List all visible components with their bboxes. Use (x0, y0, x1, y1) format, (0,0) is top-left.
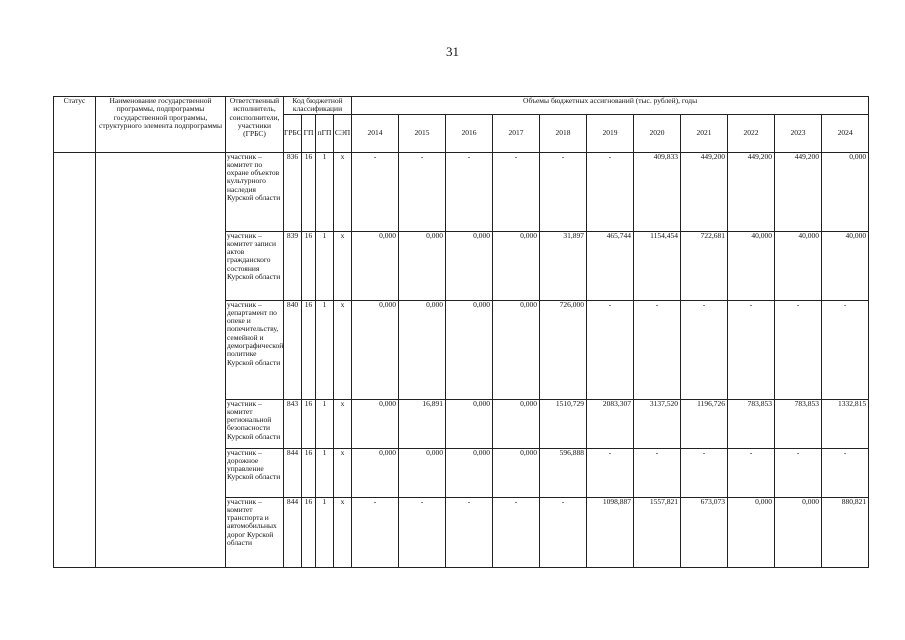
value-cell: - (822, 448, 869, 497)
value-cell: 16,891 (399, 399, 446, 448)
value-cell: 0,000 (822, 152, 869, 231)
value-cell: - (399, 152, 446, 231)
code-cell: 16 (302, 448, 316, 497)
value-cell: 783,853 (728, 399, 775, 448)
value-cell: 449,200 (728, 152, 775, 231)
value-cell: - (681, 448, 728, 497)
code-cell: 16 (302, 497, 316, 567)
code-cell: 843 (284, 399, 302, 448)
header-year: 2016 (446, 114, 493, 152)
header-year: 2020 (634, 114, 681, 152)
value-cell: 722,681 (681, 231, 728, 300)
executor-cell: участник – комитет записи актов гражданского состояния Курской области (226, 231, 284, 300)
code-cell: х (334, 231, 352, 300)
value-cell: 0,000 (446, 399, 493, 448)
value-cell: 0,000 (399, 300, 446, 399)
value-cell: 465,744 (587, 231, 634, 300)
code-cell: 836 (284, 152, 302, 231)
code-cell: 1 (316, 152, 334, 231)
value-cell: 726,000 (540, 300, 587, 399)
value-cell: 1557,821 (634, 497, 681, 567)
header-year: 2014 (352, 114, 399, 152)
code-cell: 16 (302, 231, 316, 300)
budget-table (53, 96, 869, 568)
value-cell: - (540, 152, 587, 231)
value-cell: - (399, 497, 446, 567)
value-cell: 0,000 (399, 231, 446, 300)
value-cell: 1196,726 (681, 399, 728, 448)
code-cell: 1 (316, 497, 334, 567)
header-code: СЭП (334, 114, 352, 152)
value-cell: - (728, 448, 775, 497)
code-cell: х (334, 497, 352, 567)
value-cell: 0,000 (446, 448, 493, 497)
code-cell: 16 (302, 300, 316, 399)
header-code: пГП (316, 114, 334, 152)
code-cell: х (334, 300, 352, 399)
executor-cell: участник – департамент по опеке и попечительству, семейной и демографической политике Курской области (226, 300, 284, 399)
value-cell: - (634, 448, 681, 497)
code-cell: х (334, 152, 352, 231)
code-cell: 1 (316, 448, 334, 497)
value-cell: - (587, 300, 634, 399)
page-number: 31 (446, 44, 459, 59)
executor-cell: участник – дорожное управление Курской области (226, 448, 284, 497)
value-cell: - (634, 300, 681, 399)
value-cell: 0,000 (446, 300, 493, 399)
value-cell: 40,000 (822, 231, 869, 300)
value-cell: - (587, 448, 634, 497)
value-cell: 409,833 (634, 152, 681, 231)
value-cell: 0,000 (352, 399, 399, 448)
executor-cell: участник – комитет транспорта и автомобильных дорог Курской области (226, 497, 284, 567)
value-cell: 673,073 (681, 497, 728, 567)
value-cell: 2083,307 (587, 399, 634, 448)
value-cell: 0,000 (493, 231, 540, 300)
value-cell: - (352, 152, 399, 231)
header-year: 2024 (822, 114, 869, 152)
value-cell: 3137,520 (634, 399, 681, 448)
value-cell: 40,000 (775, 231, 822, 300)
value-cell: - (446, 152, 493, 231)
value-cell: 1332,815 (822, 399, 869, 448)
value-cell: 0,000 (493, 300, 540, 399)
code-cell: 1 (316, 300, 334, 399)
value-cell: - (822, 300, 869, 399)
code-cell: 844 (284, 497, 302, 567)
value-cell: - (681, 300, 728, 399)
status-cell (54, 152, 96, 567)
value-cell: 0,000 (728, 497, 775, 567)
value-cell: 40,000 (728, 231, 775, 300)
value-cell: 1510,729 (540, 399, 587, 448)
header-code: ГРБС (284, 114, 302, 152)
code-cell: х (334, 399, 352, 448)
code-cell: 16 (302, 152, 316, 231)
header-executor: Ответственный исполнитель, соисполнители, участники (ГРБС) (226, 97, 284, 153)
value-cell: - (446, 497, 493, 567)
value-cell: - (493, 497, 540, 567)
value-cell: 31,897 (540, 231, 587, 300)
header-year: 2023 (775, 114, 822, 152)
value-cell: - (728, 300, 775, 399)
code-cell: 844 (284, 448, 302, 497)
header-year: 2022 (728, 114, 775, 152)
value-cell: - (587, 152, 634, 231)
header-amounts-group: Объемы бюджетных ассигнований (тыс. рублей), годы (352, 97, 869, 115)
value-cell: 880,821 (822, 497, 869, 567)
value-cell: 1098,887 (587, 497, 634, 567)
value-cell: - (493, 152, 540, 231)
code-cell: 840 (284, 300, 302, 399)
value-cell: 449,200 (775, 152, 822, 231)
table-row (54, 152, 869, 231)
code-cell: 1 (316, 399, 334, 448)
value-cell: 0,000 (399, 448, 446, 497)
value-cell: 783,853 (775, 399, 822, 448)
value-cell: 0,000 (493, 399, 540, 448)
value-cell: 449,200 (681, 152, 728, 231)
value-cell: 0,000 (446, 231, 493, 300)
value-cell: 596,888 (540, 448, 587, 497)
header-year: 2019 (587, 114, 634, 152)
value-cell: 0,000 (493, 448, 540, 497)
header-year: 2018 (540, 114, 587, 152)
code-cell: 839 (284, 231, 302, 300)
value-cell: - (540, 497, 587, 567)
value-cell: - (775, 448, 822, 497)
header-year: 2015 (399, 114, 446, 152)
value-cell: 0,000 (352, 231, 399, 300)
header-code-group: Код бюджетной классификации (284, 97, 352, 115)
table-body (54, 152, 869, 567)
code-cell: 1 (316, 231, 334, 300)
header-year: 2021 (681, 114, 728, 152)
code-cell: х (334, 448, 352, 497)
value-cell: 0,000 (775, 497, 822, 567)
value-cell: 0,000 (352, 300, 399, 399)
header-name: Наименование государственной программы, подпрограммы государственной программы, структурного элемента подпрограммы (96, 97, 226, 153)
name-cell (96, 152, 226, 567)
executor-cell: участник – комитет по охране объектов культурного наследия Курской области (226, 152, 284, 231)
executor-cell: участник – комитет региональной безопасности Курской области (226, 399, 284, 448)
code-cell: 16 (302, 399, 316, 448)
value-cell: - (352, 497, 399, 567)
value-cell: 0,000 (352, 448, 399, 497)
value-cell: - (775, 300, 822, 399)
header-code: ГП (302, 114, 316, 152)
value-cell: 1154,454 (634, 231, 681, 300)
header-year: 2017 (493, 114, 540, 152)
header-status: Статус (54, 97, 96, 153)
